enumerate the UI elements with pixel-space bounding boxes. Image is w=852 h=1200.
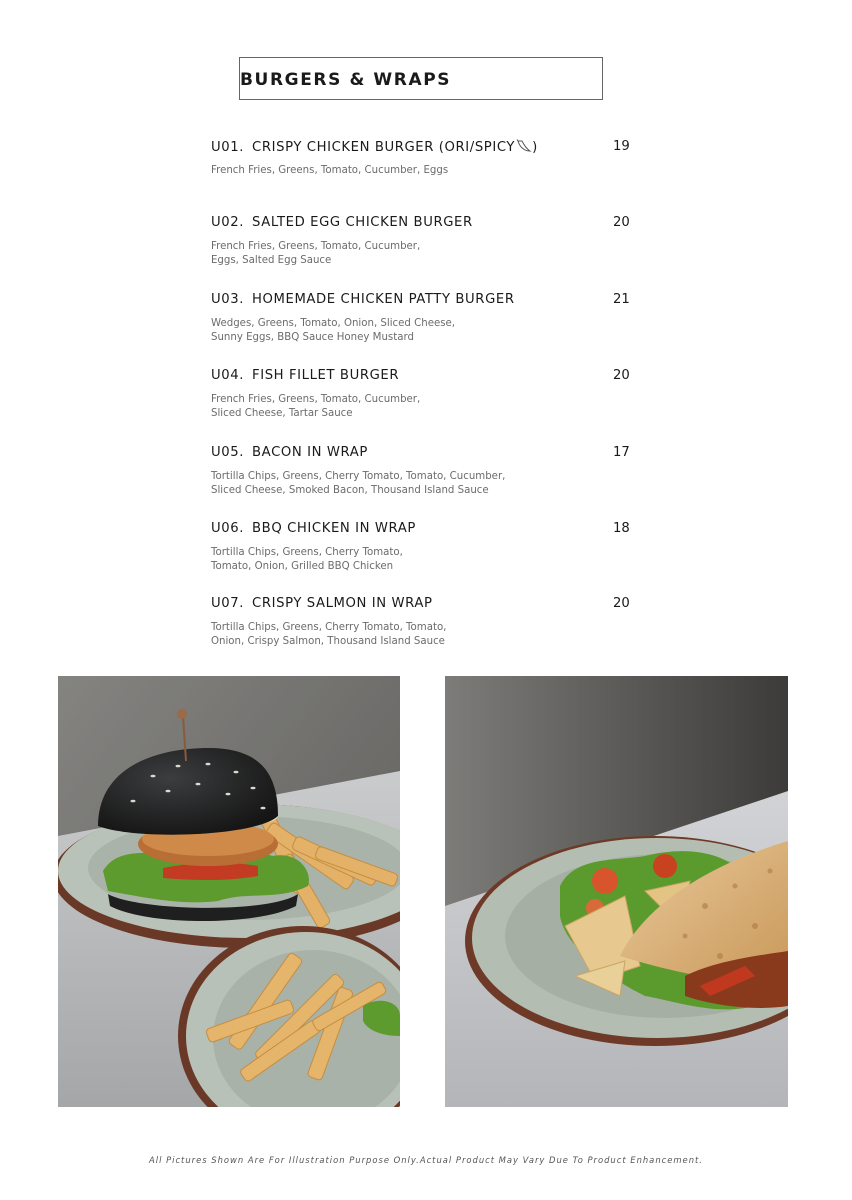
item-code: U04. xyxy=(211,368,245,383)
item-name: CRISPY CHICKEN BURGER (ORI/SPICY xyxy=(252,140,516,155)
item-code: U01. xyxy=(211,140,245,155)
item-description-line: Tortilla Chips, Greens, Cherry Tomato, Tomato, xyxy=(211,622,447,633)
item-title xyxy=(211,521,416,536)
item-description xyxy=(211,393,551,420)
item-title xyxy=(211,445,368,460)
item-description-line: Wedges, Greens, Tomato, Onion, Sliced Cheese, xyxy=(211,318,456,329)
chili-pepper-icon xyxy=(516,139,532,153)
burger-photo xyxy=(58,676,400,1107)
item-name: SALTED EGG CHICKEN BURGER xyxy=(252,215,473,230)
item-title xyxy=(211,368,399,383)
item-description-line: Sliced Cheese, Tartar Sauce xyxy=(211,407,353,419)
item-price: 20 xyxy=(613,215,630,230)
item-name-suffix: ) xyxy=(532,140,538,155)
item-description-line: Sliced Cheese, Smoked Bacon, Thousand Island Sauce xyxy=(211,484,489,496)
item-title xyxy=(211,139,538,155)
item-name: BBQ CHICKEN IN WRAP xyxy=(252,521,416,536)
item-name: BACON IN WRAP xyxy=(252,445,368,460)
item-price: 19 xyxy=(613,139,630,154)
item-price: 18 xyxy=(613,521,630,536)
item-name: HOMEMADE CHICKEN PATTY BURGER xyxy=(252,292,515,307)
item-code: U07. xyxy=(211,596,245,611)
item-title xyxy=(211,596,433,611)
item-description-line: Eggs, Salted Egg Sauce xyxy=(211,254,332,266)
item-description-line: Tortilla Chips, Greens, Cherry Tomato, xyxy=(211,547,403,558)
item-title xyxy=(211,292,515,307)
item-description xyxy=(211,317,551,344)
item-code: U05. xyxy=(211,445,245,460)
item-code: U03. xyxy=(211,292,245,307)
item-title xyxy=(211,215,473,230)
item-description xyxy=(211,240,551,267)
item-name: FISH FILLET BURGER xyxy=(252,368,400,383)
item-description xyxy=(211,546,551,573)
item-price: 17 xyxy=(613,445,630,460)
illustration-disclaimer: All Pictures Shown Are For Illustration Purpose Only.Actual Product May Vary Due To Product Enhancement. xyxy=(149,1155,703,1165)
item-name: CRISPY SALMON IN WRAP xyxy=(252,596,433,611)
section-title: BURGERS & WRAPS xyxy=(240,70,452,90)
item-price: 20 xyxy=(613,368,630,383)
item-description xyxy=(211,164,551,178)
item-code: U06. xyxy=(211,521,245,536)
item-description-line: French Fries, Greens, Tomato, Cucumber, Eggs xyxy=(211,165,449,176)
item-description-line: Tomato, Onion, Grilled BBQ Chicken xyxy=(211,560,394,572)
item-description-line: French Fries, Greens, Tomato, Cucumber, xyxy=(211,241,421,252)
item-code: U02. xyxy=(211,215,245,230)
item-description-line: Onion, Crispy Salmon, Thousand Island Sauce xyxy=(211,635,445,647)
item-description-line: Sunny Eggs, BBQ Sauce Honey Mustard xyxy=(211,331,414,343)
item-price: 20 xyxy=(613,596,630,611)
item-description-line: Tortilla Chips, Greens, Cherry Tomato, Tomato, Cucumber, xyxy=(211,471,506,482)
item-price: 21 xyxy=(613,292,630,307)
wrap-photo xyxy=(445,676,788,1107)
item-description xyxy=(211,470,551,497)
item-description-line: French Fries, Greens, Tomato, Cucumber, xyxy=(211,394,421,405)
item-description xyxy=(211,621,551,648)
